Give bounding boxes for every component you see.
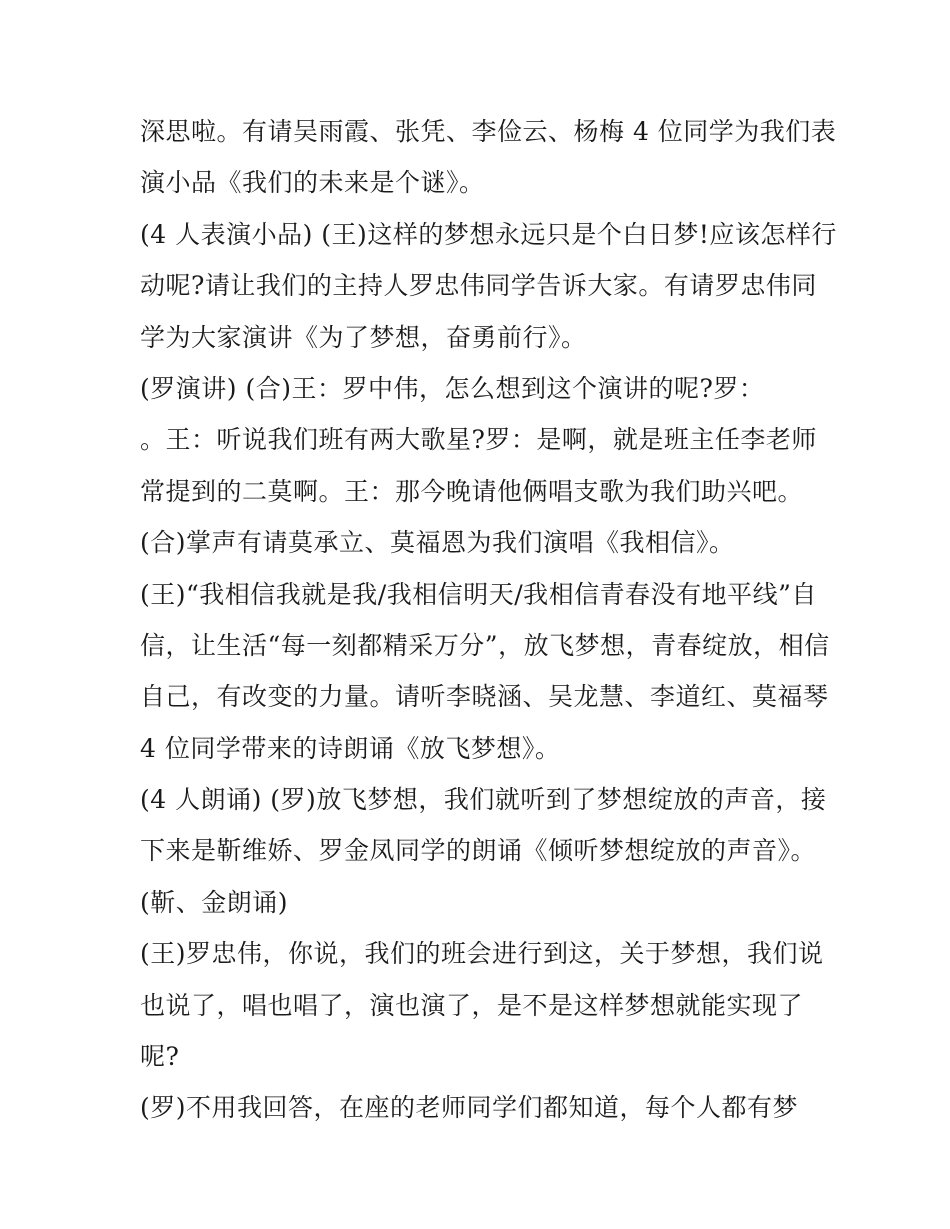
text-line: 呢? (140, 1042, 180, 1072)
text-line: 信，让生活“每一刻都精采万分”，放飞梦想，青春绽放，相信 (140, 630, 830, 660)
text-line: 自己，有改变的力量。请听李晓涵、吴龙慧、李道红、莫福琴 (140, 682, 829, 712)
text-line: (4 人朗诵) (罗)放飞梦想，我们就听到了梦想绽放的声音，接 (140, 785, 827, 815)
text-line: (王)罗忠伟，你说，我们的班会进行到这，关于梦想，我们说 (140, 939, 824, 969)
text-line: 4 位同学带来的诗朗诵《放飞梦想》。 (140, 733, 561, 763)
document-body (140, 106, 837, 1134)
text-line: (王)“我相信我就是我/我相信明天/我相信青春没有地平线”自 (140, 579, 817, 609)
text-line: 学为大家演讲《为了梦想，奋勇前行》。 (140, 322, 587, 352)
text-line: 。王：听说我们班有两大歌星?罗：是啊，就是班主任李老师 (140, 425, 817, 455)
text-line: 演小品《我们的未来是个谜》。 (140, 168, 485, 198)
text-line: (合)掌声有请莫承立、莫福恩为我们演唱《我相信》。 (140, 528, 735, 558)
text-line: (4 人表演小品) (王)这样的梦想永远只是个白日梦!应该怎样行 (140, 219, 837, 249)
text-line: (靳、金朗诵) (140, 887, 289, 917)
text-line: 动呢?请让我们的主持人罗忠伟同学告诉大家。有请罗忠伟同 (140, 271, 817, 301)
text-line: 也说了，唱也唱了，演也演了，是不是这样梦想就能实现了 (140, 990, 804, 1020)
text-line: (罗)不用我回答，在座的老师同学们都知道，每个人都有梦 (140, 1093, 799, 1123)
text-line: 深思啦。有请吴雨霞、张凭、李俭云、杨梅 4 位同学为我们表 (140, 117, 837, 146)
text-line: 常提到的二莫啊。王：那今晚请他俩唱支歌为我们助兴吧。 (140, 476, 804, 506)
text-line: (罗演讲) (合)王：罗中伟，怎么想到这个演讲的呢?罗： (140, 373, 765, 403)
text-line: 下来是靳维娇、罗金凤同学的朗诵《倾听梦想绽放的声音》。 (140, 836, 817, 866)
